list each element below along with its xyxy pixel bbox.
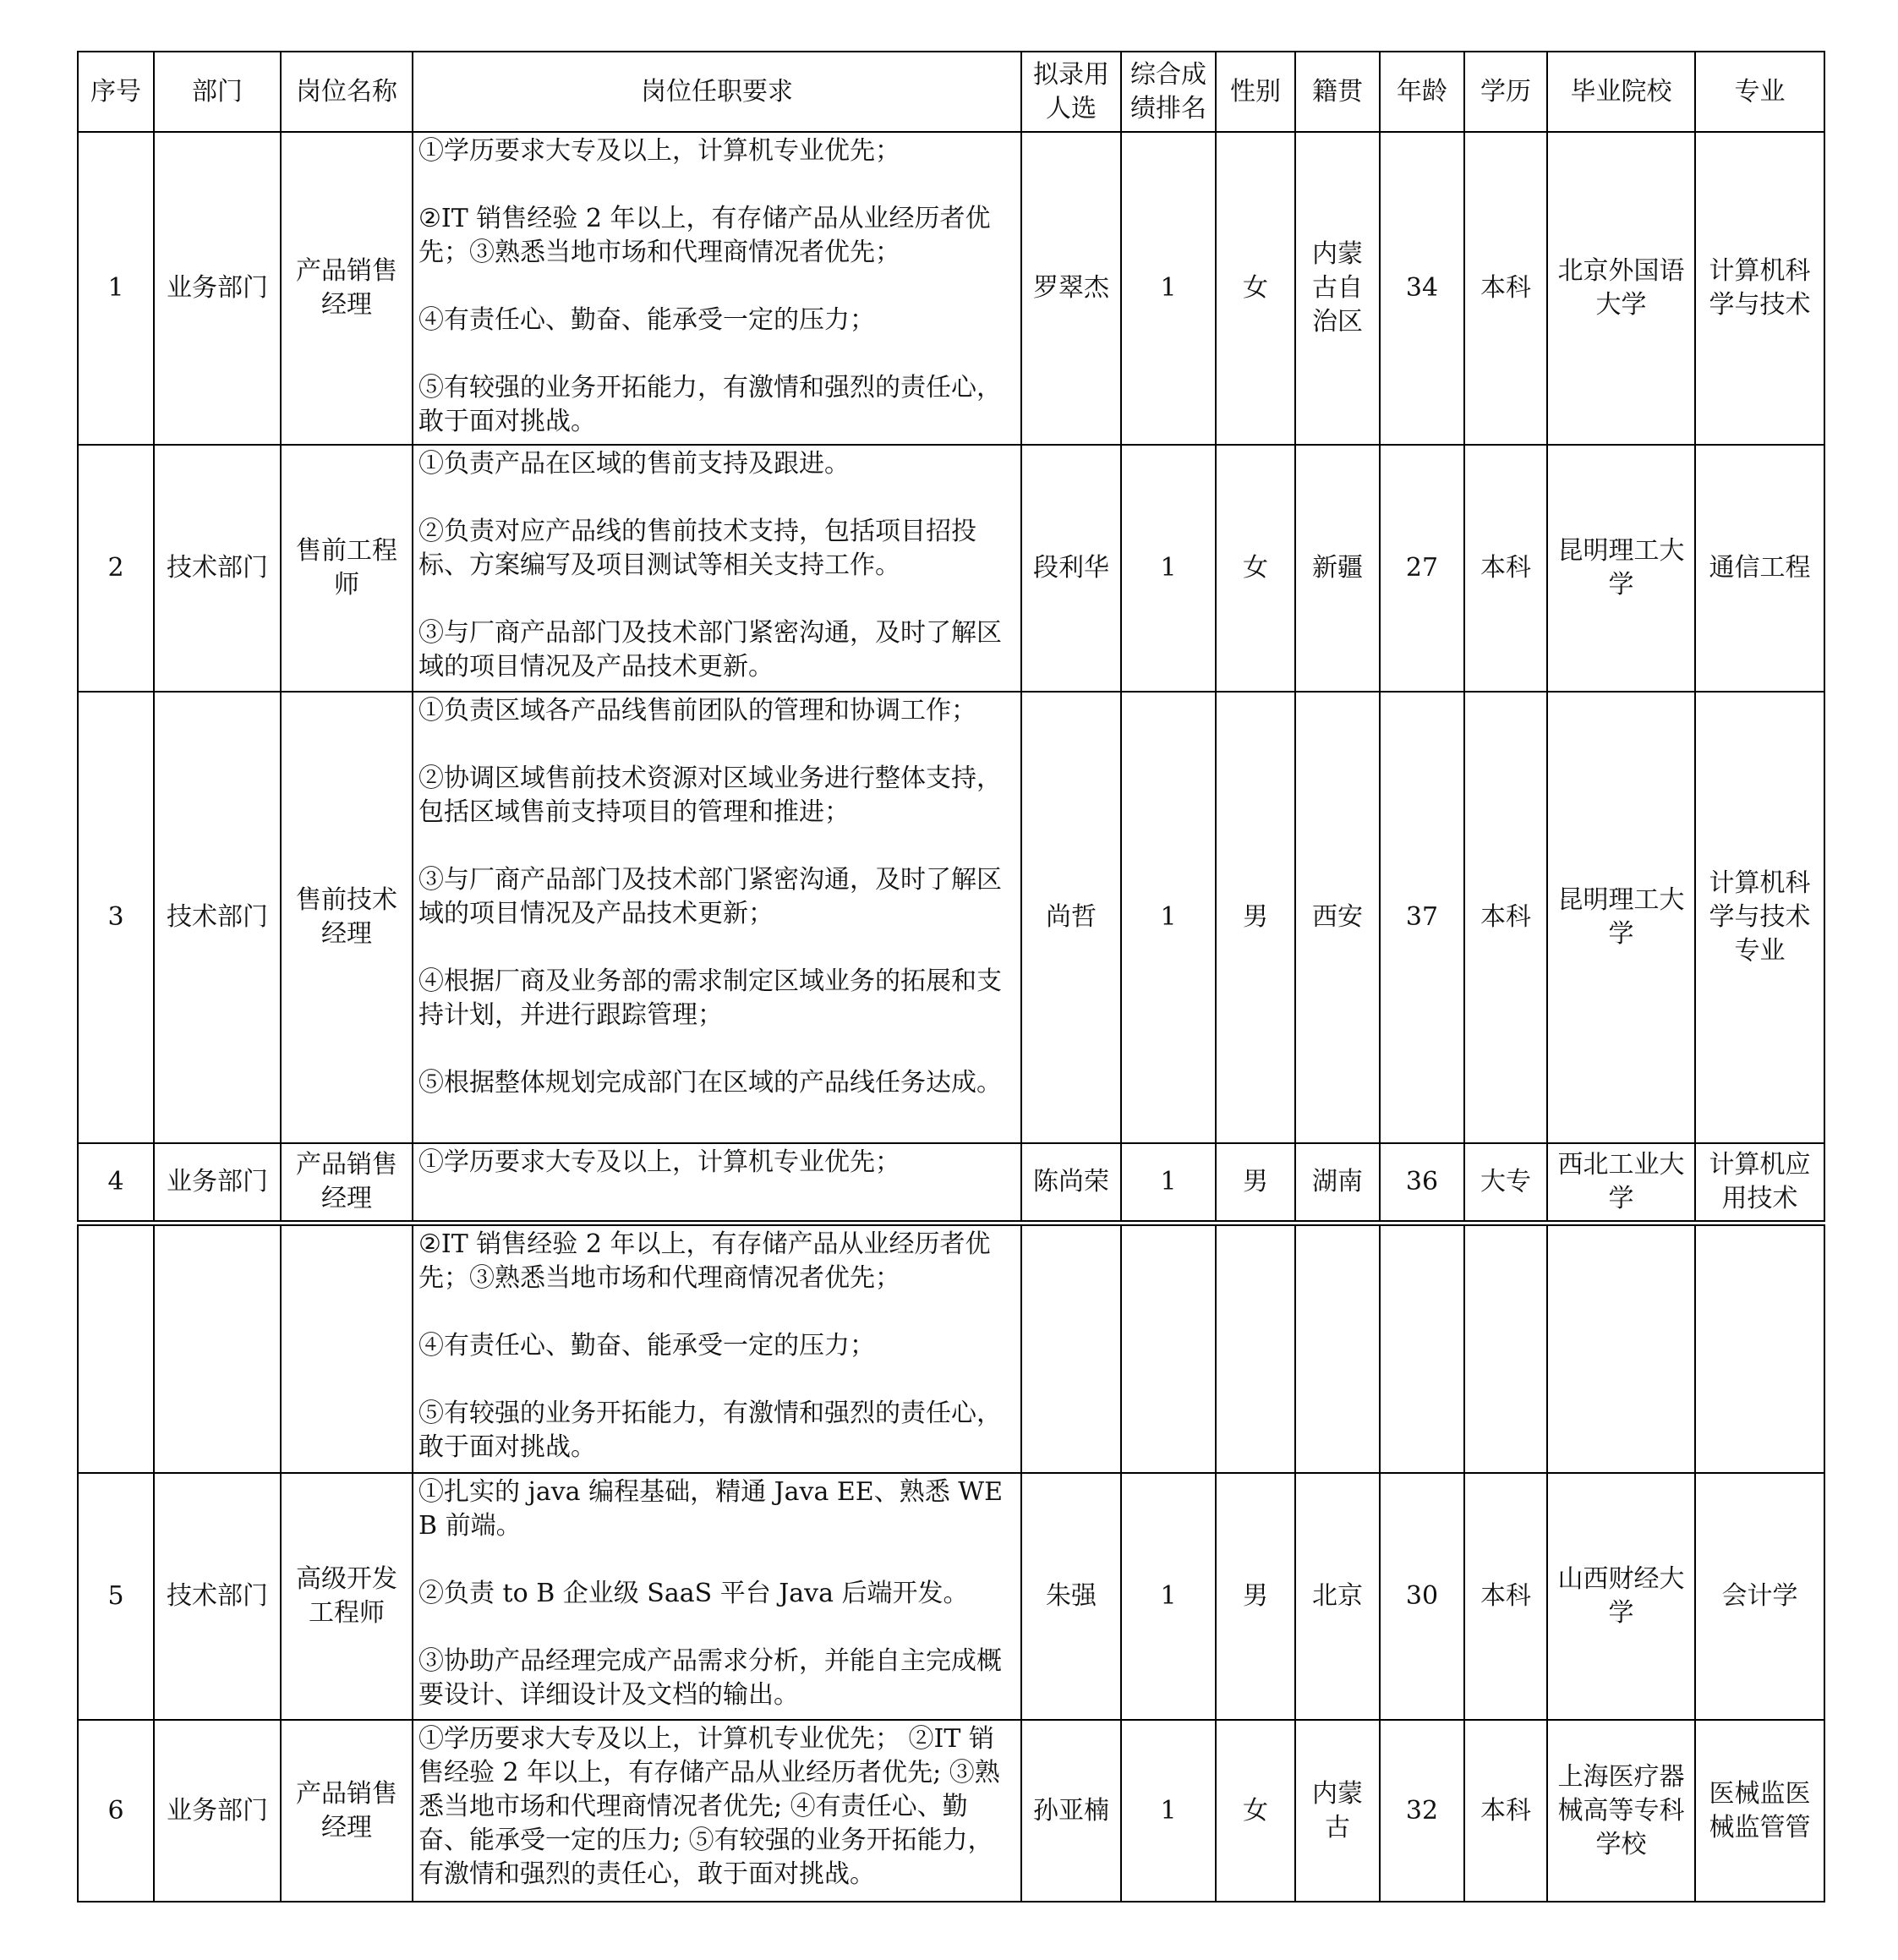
cell-rank: 1 — [1121, 132, 1216, 445]
cell-rank: 1 — [1121, 692, 1216, 1143]
cell-dept: 业务部门 — [154, 132, 281, 445]
header-cell: 专业 — [1695, 52, 1824, 132]
cell-education: 本科 — [1464, 1720, 1547, 1902]
requirement-item: ③协助产品经理完成产品需求分析，并能自主完成概要设计、详细设计及文档的输出。 — [418, 1646, 1002, 1710]
cell-age: 37 — [1380, 692, 1464, 1143]
header-cell: 岗位名称 — [281, 52, 413, 132]
recruitment-table-part-2 — [77, 1224, 1825, 1903]
cell-dept: 技术部门 — [154, 1473, 281, 1720]
cell-school: 西北工业大学 — [1547, 1143, 1695, 1221]
cell-rank: 1 — [1121, 1720, 1216, 1902]
cell-gender: 男 — [1216, 1143, 1295, 1221]
cell-requirements — [413, 445, 1021, 692]
header-cell: 综合成绩排名 — [1121, 52, 1216, 132]
header-cell: 拟录用人选 — [1021, 52, 1121, 132]
cell-dept: 技术部门 — [154, 692, 281, 1143]
table-row — [78, 692, 1824, 1143]
requirement-item: ②IT 销售经验 2 年以上，有存储产品从业经历者优先；③熟悉当地市场和代理商情况者优先； — [418, 1229, 991, 1293]
cell-age: 34 — [1380, 132, 1464, 445]
cell-gender: 女 — [1216, 132, 1295, 445]
cell-candidate: 尚哲 — [1021, 692, 1121, 1143]
cell-origin: 新疆 — [1295, 445, 1380, 692]
empty-cell — [1021, 1225, 1121, 1473]
cell-major: 医械监医械监管管 — [1695, 1720, 1824, 1902]
requirement-item: ②负责对应产品线的售前技术支持，包括项目招投标、方案编写及项目测试等相关支持工作。 — [418, 517, 976, 580]
requirement-item: ①学历要求大专及以上，计算机专业优先； — [418, 1147, 900, 1177]
cell-no: 1 — [78, 132, 154, 445]
cell-major: 计算机应用技术 — [1695, 1143, 1824, 1221]
cell-candidate: 孙亚楠 — [1021, 1720, 1121, 1902]
cell-rank: 1 — [1121, 445, 1216, 692]
cell-origin: 湖南 — [1295, 1143, 1380, 1221]
cell-requirements — [413, 132, 1021, 445]
empty-cell — [1295, 1225, 1380, 1473]
requirement-item: ④有责任心、勤奋、能承受一定的压力； — [418, 305, 875, 335]
header-cell: 学历 — [1464, 52, 1547, 132]
cell-dept: 业务部门 — [154, 1720, 281, 1902]
cell-age: 30 — [1380, 1473, 1464, 1720]
cell-candidate: 罗翠杰 — [1021, 132, 1121, 445]
header-cell: 性别 — [1216, 52, 1295, 132]
header-row — [78, 52, 1824, 132]
cell-gender: 男 — [1216, 692, 1295, 1143]
cell-dept: 技术部门 — [154, 445, 281, 692]
header-cell: 岗位任职要求 — [413, 52, 1021, 132]
header-cell: 籍贯 — [1295, 52, 1380, 132]
requirement-item: ②负责 to B 企业级 SaaS 平台 Java 后端开发。 — [418, 1579, 969, 1608]
cell-requirements — [413, 1473, 1021, 1720]
empty-cell — [1464, 1225, 1547, 1473]
cell-no: 3 — [78, 692, 154, 1143]
cell-age: 32 — [1380, 1720, 1464, 1902]
cell-education: 本科 — [1464, 692, 1547, 1143]
cell-age: 27 — [1380, 445, 1464, 692]
requirement-item: ④有责任心、勤奋、能承受一定的压力； — [418, 1331, 875, 1361]
requirement-item: ②协调区域售前技术资源对区域业务进行整体支持，包括区域售前支持项目的管理和推进； — [418, 764, 1002, 827]
table-row — [78, 132, 1824, 445]
cell-origin: 北京 — [1295, 1473, 1380, 1720]
cell-rank: 1 — [1121, 1143, 1216, 1221]
requirement-item: ⑤有较强的业务开拓能力，有激情和强烈的责任心，敢于面对挑战。 — [418, 373, 1002, 436]
requirement-item: ④根据厂商及业务部的需求制定区域业务的拓展和支持计划，并进行跟踪管理； — [418, 966, 1002, 1030]
cell-school: 北京外国语大学 — [1547, 132, 1695, 445]
cell-no: 5 — [78, 1473, 154, 1720]
continuation-row — [78, 1225, 1824, 1473]
empty-cell — [1121, 1225, 1216, 1473]
requirement-item: ①学历要求大专及以上，计算机专业优先； ②IT 销售经验 2 年以上，有存储产品从业经历者优先; ③熟悉当地市场和代理商情况者优先; ④有责任心、勤奋、能承受一定的压力; ⑤有较强的业务开拓能力，有激情和强烈的责任心，敢于面对挑战。 — [418, 1724, 1000, 1889]
table-row — [78, 1143, 1824, 1221]
cell-position: 产品销售经理 — [281, 1143, 413, 1221]
table-row — [78, 1473, 1824, 1720]
requirement-item: ③与厂商产品部门及技术部门紧密沟通，及时了解区域的项目情况及产品技术更新； — [418, 865, 1002, 928]
empty-cell — [281, 1225, 413, 1473]
cell-no: 4 — [78, 1143, 154, 1221]
cell-gender: 女 — [1216, 445, 1295, 692]
empty-cell — [78, 1225, 154, 1473]
cell-origin: 内蒙古自治区 — [1295, 132, 1380, 445]
cell-gender: 女 — [1216, 1720, 1295, 1902]
cell-requirements — [413, 1720, 1021, 1902]
cell-age: 36 — [1380, 1143, 1464, 1221]
cell-candidate: 陈尚荣 — [1021, 1143, 1121, 1221]
cell-no: 6 — [78, 1720, 154, 1902]
cell-rank: 1 — [1121, 1473, 1216, 1720]
cell-education: 大专 — [1464, 1143, 1547, 1221]
cell-candidate: 朱强 — [1021, 1473, 1121, 1720]
cell-education: 本科 — [1464, 1473, 1547, 1720]
recruitment-table-part-1 — [77, 51, 1825, 1222]
cell-position: 售前工程师 — [281, 445, 413, 692]
empty-cell — [154, 1225, 281, 1473]
requirement-item: ①负责产品在区域的售前支持及跟进。 — [418, 449, 850, 479]
header-cell: 部门 — [154, 52, 281, 132]
cell-requirements — [413, 1225, 1021, 1473]
table-row — [78, 445, 1824, 692]
cell-origin: 西安 — [1295, 692, 1380, 1143]
cell-position: 高级开发工程师 — [281, 1473, 413, 1720]
cell-no: 2 — [78, 445, 154, 692]
header-cell: 年龄 — [1380, 52, 1464, 132]
cell-requirements — [413, 692, 1021, 1143]
cell-major: 计算机科学与技术 — [1695, 132, 1824, 445]
cell-dept: 业务部门 — [154, 1143, 281, 1221]
table-row — [78, 1720, 1824, 1902]
cell-major: 计算机科学与技术专业 — [1695, 692, 1824, 1143]
empty-cell — [1547, 1225, 1695, 1473]
cell-position: 产品销售经理 — [281, 1720, 413, 1902]
requirement-item: ①负责区域各产品线售前团队的管理和协调工作； — [418, 696, 976, 725]
requirement-item: ③与厂商产品部门及技术部门紧密沟通，及时了解区域的项目情况及产品技术更新。 — [418, 618, 1002, 682]
cell-education: 本科 — [1464, 132, 1547, 445]
cell-school: 昆明理工大学 — [1547, 692, 1695, 1143]
requirement-item: ⑤有较强的业务开拓能力，有激情和强烈的责任心，敢于面对挑战。 — [418, 1399, 1002, 1462]
empty-cell — [1695, 1225, 1824, 1473]
cell-major: 通信工程 — [1695, 445, 1824, 692]
requirement-item: ①学历要求大专及以上，计算机专业优先； — [418, 136, 900, 166]
cell-candidate: 段利华 — [1021, 445, 1121, 692]
requirement-item: ⑤根据整体规划完成部门在区域的产品线任务达成。 — [418, 1068, 1002, 1098]
empty-cell — [1380, 1225, 1464, 1473]
empty-cell — [1216, 1225, 1295, 1473]
cell-position: 产品销售经理 — [281, 132, 413, 445]
header-cell: 毕业院校 — [1547, 52, 1695, 132]
cell-gender: 男 — [1216, 1473, 1295, 1720]
cell-major: 会计学 — [1695, 1473, 1824, 1720]
requirement-item: ①扎实的 java 编程基础，精通 Java EE、熟悉 WEB 前端。 — [418, 1477, 1003, 1541]
cell-school: 山西财经大学 — [1547, 1473, 1695, 1720]
cell-school: 上海医疗器械高等专科学校 — [1547, 1720, 1695, 1902]
cell-position: 售前技术经理 — [281, 692, 413, 1143]
requirement-item: ②IT 销售经验 2 年以上，有存储产品从业经历者优先；③熟悉当地市场和代理商情况者优先； — [418, 204, 991, 267]
cell-requirements — [413, 1143, 1021, 1221]
cell-origin: 内蒙古 — [1295, 1720, 1380, 1902]
header-cell: 序号 — [78, 52, 154, 132]
cell-school: 昆明理工大学 — [1547, 445, 1695, 692]
cell-education: 本科 — [1464, 445, 1547, 692]
